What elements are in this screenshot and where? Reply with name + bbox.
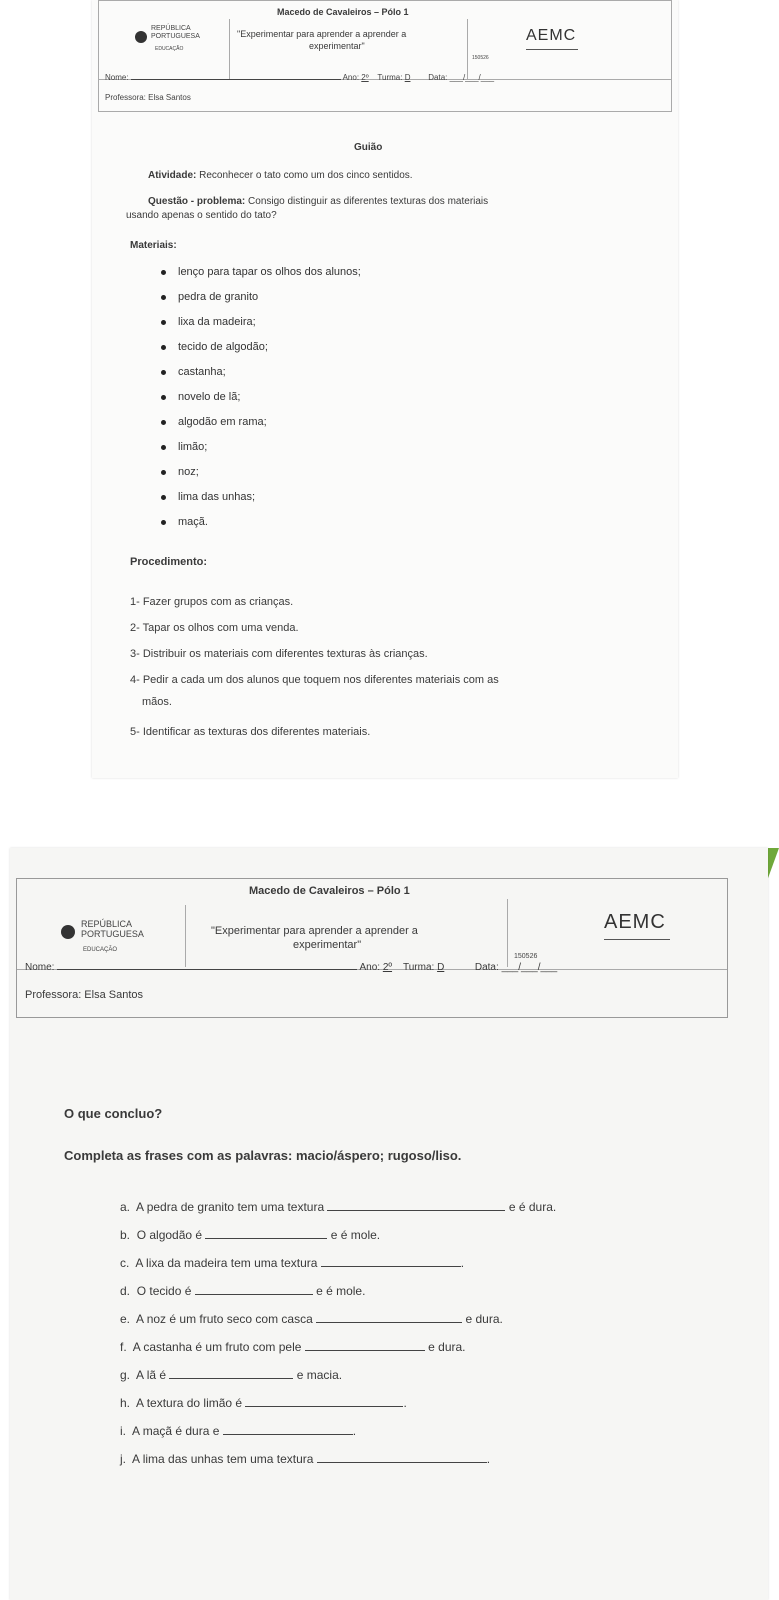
- questao-label: Questão - problema:: [148, 196, 246, 207]
- sentence-letter: d.: [120, 1284, 131, 1298]
- data-label: Data:: [428, 73, 448, 82]
- turma-value: D: [404, 73, 411, 82]
- materiais-item: maçã.: [178, 516, 208, 528]
- republic-line1: REPÚBLICA: [81, 919, 133, 929]
- answer-blank[interactable]: [327, 1200, 505, 1211]
- procedimento-step: 3- Distribuir os materiais com diferentes texturas às crianças.: [130, 648, 428, 660]
- sentence-before: O algodão é: [136, 1228, 203, 1242]
- school-name: Macedo de Cavaleiros – Pólo 1: [277, 7, 409, 17]
- turma-label: Turma:: [402, 962, 435, 973]
- bullet-icon: [161, 520, 166, 525]
- atividade: [148, 170, 413, 181]
- turma-label: Turma:: [377, 73, 403, 82]
- answer-blank[interactable]: [223, 1424, 353, 1435]
- materiais-item: pedra de granito: [178, 291, 258, 303]
- nome-row: [25, 961, 557, 973]
- procedimento-step-cont: mãos.: [142, 696, 172, 708]
- data-field[interactable]: ___/___/___: [501, 962, 558, 973]
- page-title: Guião: [354, 142, 383, 153]
- bullet-icon: [161, 270, 166, 275]
- nome-field[interactable]: [57, 961, 357, 970]
- aemc-underline: [604, 939, 670, 940]
- sentence-item: [120, 1228, 380, 1242]
- sentence-after: .: [403, 1396, 407, 1410]
- procedimento-step: 1- Fazer grupos com as crianças.: [130, 596, 294, 608]
- sentence-letter: h.: [120, 1396, 131, 1410]
- ano-value: 2º: [361, 73, 369, 82]
- bullet-icon: [161, 370, 166, 375]
- materiais-item: tecido de algodão;: [178, 341, 268, 353]
- republic-line2: PORTUGUESA: [151, 33, 200, 40]
- sentence-before: A lixa da madeira tem uma textura: [135, 1256, 318, 1270]
- project-title-line1: "Experimentar para aprender a aprender a: [237, 29, 407, 39]
- questao-text-line2: usando apenas o sentido do tato?: [126, 210, 277, 221]
- materiais-item: novelo de lã;: [178, 391, 240, 403]
- materiais-item: castanha;: [178, 366, 226, 378]
- materiais-item: lima das unhas;: [178, 491, 255, 503]
- project-title-line1: "Experimentar para aprender a aprender a: [211, 925, 418, 937]
- nome-row: [105, 72, 494, 82]
- worksheet-page-2: [10, 848, 768, 1600]
- answer-blank[interactable]: [195, 1284, 313, 1295]
- sentence-before: A castanha é um fruto com pele: [132, 1340, 302, 1354]
- answer-blank[interactable]: [305, 1340, 425, 1351]
- sentence-item: [120, 1340, 466, 1354]
- project-title-line2: experimentar": [309, 41, 365, 51]
- bullet-icon: [161, 495, 166, 500]
- atividade-text: Reconhecer o tato como um dos cinco sentidos.: [199, 170, 413, 181]
- materiais-title: Materiais:: [130, 240, 177, 251]
- sentence-after: .: [486, 1452, 491, 1466]
- procedimento-title: Procedimento:: [130, 556, 208, 568]
- bullet-icon: [161, 420, 166, 425]
- professora: Professora: Elsa Santos: [25, 989, 144, 1001]
- aemc-underline: [526, 49, 578, 50]
- sentence-after: .: [460, 1256, 465, 1270]
- sentence-item: [120, 1312, 503, 1326]
- bullet-icon: [161, 445, 166, 450]
- procedimento-step: 5- Identificar as texturas dos diferentes materiais.: [130, 726, 371, 738]
- school-code: 150526: [472, 55, 489, 61]
- ano-label: Ano:: [359, 962, 381, 973]
- sentence-before: A maçã é dura e: [132, 1424, 220, 1438]
- sentence-letter: i.: [120, 1424, 126, 1438]
- sentence-item: [120, 1452, 490, 1466]
- sentence-item: [120, 1256, 464, 1270]
- republic-emblem-icon: [61, 925, 75, 939]
- header-logo-cell: [17, 905, 186, 967]
- republic-emblem-icon: [135, 31, 147, 43]
- professora: Professora: Elsa Santos: [105, 93, 191, 102]
- answer-blank[interactable]: [317, 1452, 487, 1463]
- sentence-item: [120, 1424, 356, 1438]
- sentence-after: e é dura.: [508, 1200, 557, 1214]
- aemc-logo: AEMC: [604, 911, 666, 933]
- questao: [148, 196, 488, 207]
- sentence-letter: b.: [120, 1228, 131, 1242]
- sentence-after: e dura.: [428, 1340, 466, 1354]
- atividade-label: Atividade:: [148, 170, 197, 181]
- materiais-item: algodão em rama;: [178, 416, 267, 428]
- republic-line1: REPÚBLICA: [151, 25, 191, 32]
- sentence-letter: f.: [120, 1340, 127, 1354]
- materiais-item: lixa da madeira;: [178, 316, 256, 328]
- worksheet-page-1: [92, 0, 678, 778]
- ano-value: 2º: [382, 962, 393, 973]
- materiais-item: lenço para tapar os olhos dos alunos;: [178, 266, 361, 278]
- sentence-after: e é mole.: [316, 1284, 366, 1298]
- sentence-letter: c.: [120, 1256, 130, 1270]
- nome-label: Nome:: [25, 962, 55, 973]
- materiais-item: limão;: [178, 441, 207, 453]
- bullet-icon: [161, 470, 166, 475]
- answer-blank[interactable]: [316, 1312, 462, 1323]
- sentence-letter: g.: [120, 1368, 131, 1382]
- nome-label: Nome:: [105, 73, 129, 82]
- materiais-item: noz;: [178, 466, 199, 478]
- turma-value: D: [437, 962, 445, 973]
- procedimento-step: 4- Pedir a cada um dos alunos que toquem nos diferentes materiais com as: [130, 674, 499, 686]
- sentence-before: A noz é um fruto seco com casca: [136, 1312, 313, 1326]
- sentence-after: .: [352, 1424, 357, 1438]
- republic-sub: EDUCAÇÃO: [155, 46, 184, 52]
- sentence-after: e macia.: [296, 1368, 343, 1382]
- sentence-before: O tecido é: [136, 1284, 192, 1298]
- sentence-before: A lã é: [136, 1368, 167, 1382]
- sentence-letter: e.: [120, 1312, 131, 1326]
- school-name: Macedo de Cavaleiros – Pólo 1: [249, 885, 410, 897]
- header-aemc-cell: [507, 899, 727, 967]
- nome-field[interactable]: [131, 72, 341, 80]
- school-code: 150526: [514, 953, 538, 960]
- header-table: [16, 878, 728, 1018]
- project-title-line2: experimentar": [293, 939, 362, 951]
- answer-blank[interactable]: [169, 1368, 293, 1379]
- data-field[interactable]: ___/___/___: [449, 73, 495, 82]
- sentence-item: [120, 1284, 365, 1298]
- procedimento-step: 2- Tapar os olhos com uma venda.: [130, 622, 299, 634]
- bullet-icon: [161, 345, 166, 350]
- republic-line2: PORTUGUESA: [81, 929, 144, 939]
- question-heading: O que concluo?: [64, 1106, 163, 1121]
- sentence-item: [120, 1396, 407, 1410]
- answer-blank[interactable]: [205, 1228, 327, 1239]
- header-table: [98, 0, 672, 112]
- sentence-before: A lima das unhas tem uma textura: [132, 1452, 314, 1466]
- instruction: Completa as frases com as palavras: macio/áspero; rugoso/liso.: [64, 1148, 462, 1163]
- ano-label: Ano:: [342, 73, 360, 82]
- aemc-logo: AEMC: [526, 27, 577, 44]
- sentence-before: A textura do limão é: [136, 1396, 243, 1410]
- header-aemc-cell: [467, 19, 671, 79]
- sentence-item: [120, 1200, 556, 1214]
- sentence-letter: a.: [120, 1200, 131, 1214]
- sentence-after: e é mole.: [330, 1228, 381, 1242]
- bullet-icon: [161, 395, 166, 400]
- sentence-item: [120, 1368, 342, 1382]
- questao-text-line1: Consigo distinguir as diferentes texturas dos materiais: [248, 196, 489, 207]
- bullet-icon: [161, 295, 166, 300]
- data-label: Data:: [474, 962, 499, 973]
- answer-blank[interactable]: [321, 1256, 461, 1267]
- answer-blank[interactable]: [245, 1396, 403, 1407]
- sentence-after: e dura.: [465, 1312, 503, 1326]
- header-logo-cell: [99, 19, 230, 79]
- bullet-icon: [161, 320, 166, 325]
- sentence-letter: j.: [120, 1452, 126, 1466]
- republic-sub: EDUCAÇÃO: [83, 947, 118, 953]
- sentence-before: A pedra de granito tem uma textura: [136, 1200, 325, 1214]
